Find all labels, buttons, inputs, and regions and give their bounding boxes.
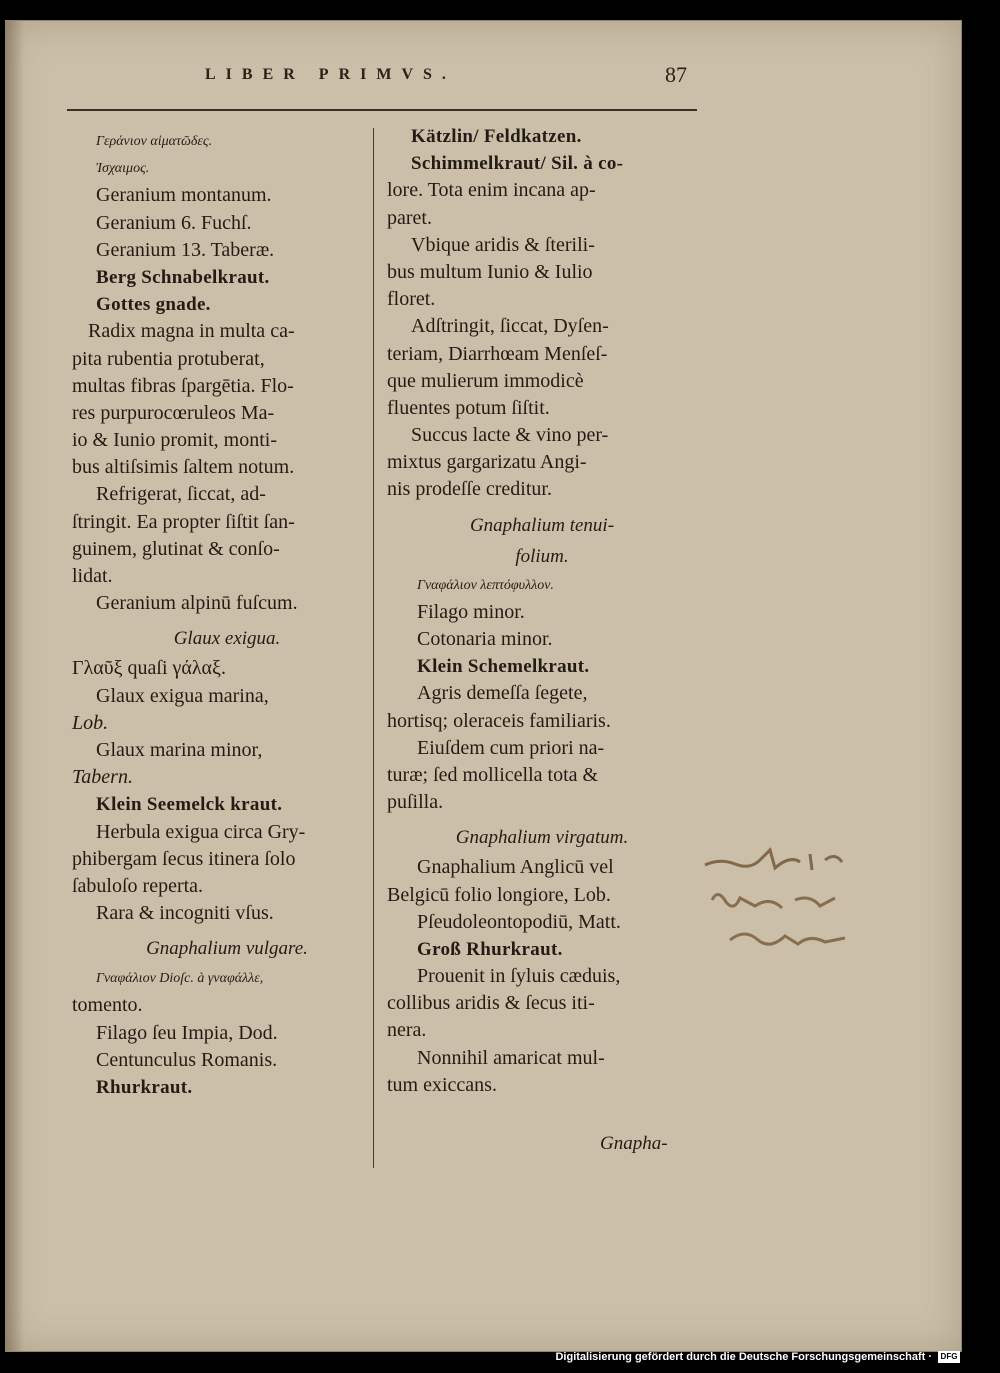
text-line: Succus lacte & vino per-	[411, 424, 609, 447]
text-line: Refrigerat, ſiccat, ad-	[96, 483, 266, 506]
section-heading: Gnaphalium tenui-	[469, 514, 615, 536]
text-line: nera.	[387, 1019, 427, 1042]
text-line: Geranium 13. Taberæ.	[96, 238, 275, 261]
header-rule	[67, 109, 697, 111]
text-line: que mulierum immodicè	[387, 369, 584, 392]
running-header	[205, 62, 705, 96]
text-line: Geranium alpinū fuſcum.	[96, 592, 298, 615]
right-column	[387, 123, 697, 1099]
text-line: tum exiccans.	[387, 1073, 497, 1096]
text-line: paret.	[387, 206, 432, 229]
text-line: Gnaphalium Anglicū vel	[417, 856, 614, 879]
section-heading: Gnaphalium vulgare.	[146, 938, 308, 960]
text-line: Vbique aridis & ſterili-	[411, 233, 595, 256]
digitization-footer	[555, 1347, 960, 1367]
text-line: Centunculus Romanis.	[96, 1048, 278, 1071]
text-line: Filago minor.	[417, 600, 525, 623]
text-line: nis prodeſſe creditur.	[387, 478, 552, 501]
text-line: Radix magna in multa ca-	[88, 320, 295, 343]
text-line: floret.	[387, 288, 436, 311]
text-line: Γναφάλιον λεπτόφυλλον.	[417, 577, 554, 593]
text-line: guinem, glutinat & conſo-	[72, 537, 280, 560]
dfg-logo: DFG	[938, 1351, 960, 1363]
catchword: Gnapha-	[600, 1133, 668, 1154]
text-line: Glaux exigua marina,	[96, 684, 269, 707]
text-line: ſtringit. Ea propter ſiſtit ſan-	[72, 510, 295, 533]
text-line: Herbula exigua circa Gry-	[96, 820, 306, 843]
section-heading: Gnaphalium virgatum.	[455, 827, 629, 849]
text-line: pita rubentia protuberat,	[72, 347, 265, 370]
text-line: Cotonaria minor.	[417, 628, 553, 650]
handwritten-marginalia	[700, 840, 870, 960]
text-line: Γεράνιον αἱματῶδες.	[96, 134, 213, 149]
text-line: bus multum Iunio & Iulio	[387, 260, 593, 283]
text-line: Filago ſeu Impia, Dod.	[96, 1021, 278, 1044]
text-line: Rara & incogniti vſus.	[96, 902, 274, 925]
text-line: phibergam ſecus itinera ſolo	[72, 847, 296, 870]
text-line: Geranium 6. Fuchſ.	[96, 211, 252, 234]
left-column	[72, 128, 382, 1101]
text-line: Pſeudoleontopodiū, Matt.	[417, 910, 621, 933]
text-line: Klein Schemelkraut.	[417, 656, 590, 678]
text-line: Belgicū folio longiore, Lob.	[387, 883, 611, 906]
text-line: ſabuloſo reperta.	[72, 874, 204, 897]
text-line: Adſtringit, ſiccat, Dyſen-	[411, 315, 609, 338]
text-line: Nonnihil amaricat mul-	[417, 1046, 605, 1069]
text-line: Groß Rhurkraut.	[417, 938, 563, 960]
section-heading: Glaux exigua.	[173, 628, 281, 650]
text-line: Agris demeſſa ſegete,	[417, 682, 588, 705]
text-line: puſilla.	[387, 791, 444, 814]
text-line: Kätzlin/ Feldkatzen.	[411, 126, 582, 147]
text-line: Schimmelkraut/ Sil. à co-	[411, 153, 624, 175]
text-line: Tabern.	[72, 766, 133, 789]
text-line: Glaux marina minor,	[96, 738, 263, 761]
text-line: multas fibras ſpargētia. Flo-	[72, 374, 294, 397]
text-line: Ἰσχαιμος.	[96, 161, 150, 177]
text-line: res purpurocœruleos Ma-	[72, 401, 275, 424]
text-line: lore. Tota enim incana ap-	[387, 179, 596, 202]
text-line: teriam, Diarrhœam Menſeſ-	[387, 342, 608, 365]
text-line: turæ; ſed mollicella tota &	[387, 763, 599, 786]
text-line: Gottes gnade.	[96, 294, 211, 316]
text-line: mixtus gargarizatu Angi-	[387, 451, 587, 474]
text-line: fluentes potum ſiſtit.	[387, 396, 550, 419]
text-line: Klein Seemelck kraut.	[96, 794, 283, 816]
text-line: io & Iunio promit, monti-	[72, 429, 277, 452]
text-line: Prouenit in ſyluis cæduis,	[417, 965, 621, 988]
text-line: Berg Schnabelkraut.	[96, 266, 270, 288]
section-heading: folium.	[515, 545, 569, 567]
text-line: Geranium montanum.	[96, 184, 272, 207]
text-line: lidat.	[72, 565, 113, 587]
text-line: collibus aridis & ſecus iti-	[387, 992, 595, 1015]
text-line: bus altiſsimis ſaltem notum.	[72, 456, 295, 479]
page-number: 87	[665, 62, 687, 87]
text-line: Eiuſdem cum priori na-	[417, 736, 605, 759]
text-line: Lob.	[72, 711, 109, 734]
text-line: Rhurkraut.	[96, 1077, 193, 1098]
text-line: Γλαῦξ quaſi γάλαξ.	[72, 657, 226, 680]
text-line: Γναφάλιον Dioſc. à γναφάλλε,	[96, 971, 264, 987]
footer-text: Digitalisierung gefördert durch die Deutsche Forschungsgemeinschaft ·	[555, 1351, 932, 1363]
text-line: hortisq; oleraceis familiaris.	[387, 709, 611, 732]
text-line: tomento.	[72, 994, 143, 1017]
running-title: LIBER PRIMVS.	[205, 66, 456, 83]
